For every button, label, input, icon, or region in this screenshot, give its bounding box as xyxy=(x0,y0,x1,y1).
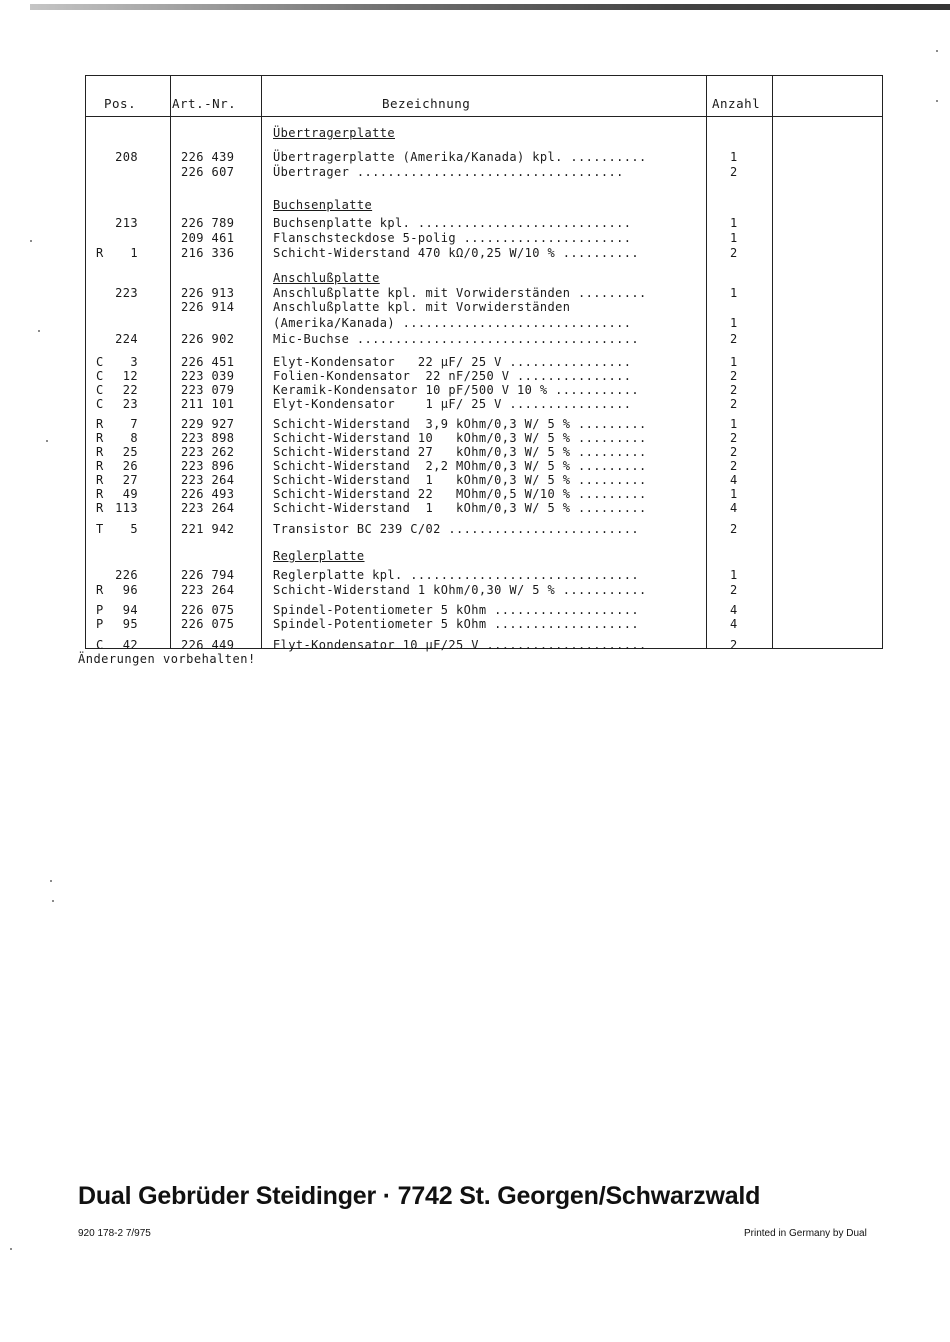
article-number: 223 262 xyxy=(181,445,235,459)
article-number: 209 461 xyxy=(181,231,235,245)
article-number: 226 439 xyxy=(181,150,235,164)
part-description: Elyt-Kondensator 1 µF/ 25 V ................ xyxy=(273,397,632,411)
article-number: 223 264 xyxy=(181,583,235,597)
pos-number: 26 xyxy=(122,459,138,473)
document-number: 920 178-2 7/975 xyxy=(78,1228,151,1239)
pos-number: 1 xyxy=(130,246,138,260)
scan-speck xyxy=(46,440,48,442)
part-description: Schicht-Widerstand 10 kOhm/0,3 W/ 5 % ......... xyxy=(273,431,647,445)
pos-number: 27 xyxy=(122,473,138,487)
quantity: 2 xyxy=(730,459,738,473)
quantity: 2 xyxy=(730,445,738,459)
pos-prefix: C xyxy=(96,383,104,397)
header-pos: Pos. xyxy=(104,96,137,111)
header-bezeichnung: Bezeichnung xyxy=(382,96,471,111)
part-description: Buchsenplatte kpl. ............................ xyxy=(273,216,632,230)
article-number: 226 902 xyxy=(181,332,235,346)
pos-number: 23 xyxy=(122,397,138,411)
column-divider xyxy=(706,76,707,648)
pos-prefix: C xyxy=(96,397,104,411)
article-number: 226 493 xyxy=(181,487,235,501)
header-art-nr: Art.-Nr. xyxy=(172,96,237,111)
part-description: Schicht-Widerstand 3,9 kOhm/0,3 W/ 5 % ......... xyxy=(273,417,647,431)
quantity: 1 xyxy=(730,286,738,300)
pos-number: 213 xyxy=(115,216,138,230)
part-description: Schicht-Widerstand 1 kOhm/0,30 W/ 5 % ........... xyxy=(273,583,647,597)
article-number: 216 336 xyxy=(181,246,235,260)
pos-prefix: R xyxy=(96,487,104,501)
quantity: 1 xyxy=(730,355,738,369)
part-description: Flanschsteckdose 5-polig ...................... xyxy=(273,231,632,245)
pos-number: 223 xyxy=(115,286,138,300)
pos-number: 42 xyxy=(122,638,138,652)
pos-number: 49 xyxy=(122,487,138,501)
quantity: 4 xyxy=(730,473,738,487)
article-number: 223 264 xyxy=(181,501,235,515)
pos-number: 25 xyxy=(122,445,138,459)
article-number: 221 942 xyxy=(181,522,235,536)
quantity: 2 xyxy=(730,638,738,652)
column-divider xyxy=(170,76,171,648)
pos-number: 95 xyxy=(122,617,138,631)
pos-number: 226 xyxy=(115,568,138,582)
part-description: Transistor BC 239 C/02 ......................... xyxy=(273,522,639,536)
quantity: 4 xyxy=(730,501,738,515)
quantity: 2 xyxy=(730,369,738,383)
article-number: 226 451 xyxy=(181,355,235,369)
parts-table xyxy=(85,75,883,652)
part-description: Reglerplatte kpl. .............................. xyxy=(273,568,639,582)
part-description: (Amerika/Kanada) .............................. xyxy=(273,316,632,330)
article-number: 223 039 xyxy=(181,369,235,383)
pos-prefix: R xyxy=(96,473,104,487)
quantity: 1 xyxy=(730,316,738,330)
quantity: 1 xyxy=(730,487,738,501)
quantity: 2 xyxy=(730,246,738,260)
header-anzahl: Anzahl xyxy=(712,96,761,111)
quantity: 1 xyxy=(730,568,738,582)
quantity: 2 xyxy=(730,397,738,411)
quantity: 1 xyxy=(730,417,738,431)
pos-number: 22 xyxy=(122,383,138,397)
scan-speck xyxy=(936,100,938,102)
quantity: 2 xyxy=(730,332,738,346)
pos-prefix: R xyxy=(96,417,104,431)
pos-prefix: C xyxy=(96,638,104,652)
pos-number: 8 xyxy=(130,431,138,445)
quantity: 1 xyxy=(730,150,738,164)
pos-prefix: R xyxy=(96,583,104,597)
article-number: 226 075 xyxy=(181,603,235,617)
scan-speck xyxy=(30,240,32,242)
pos-number: 224 xyxy=(115,332,138,346)
article-number: 226 794 xyxy=(181,568,235,582)
quantity: 2 xyxy=(730,583,738,597)
part-description: Schicht-Widerstand 1 kOhm/0,3 W/ 5 % ......... xyxy=(273,473,647,487)
part-description: Mic-Buchse ..................................... xyxy=(273,332,639,346)
article-number: 229 927 xyxy=(181,417,235,431)
pos-number: 96 xyxy=(122,583,138,597)
printed-in: Printed in Germany by Dual xyxy=(744,1228,867,1239)
changes-note: Änderungen vorbehalten! xyxy=(78,652,256,666)
pos-prefix: R xyxy=(96,246,104,260)
quantity: 1 xyxy=(730,231,738,245)
group-title: Buchsenplatte xyxy=(273,198,373,212)
pos-prefix: C xyxy=(96,355,104,369)
pos-number: 7 xyxy=(130,417,138,431)
part-description: Spindel-Potentiometer 5 kOhm ................... xyxy=(273,617,639,631)
article-number: 211 101 xyxy=(181,397,235,411)
part-description: Übertrager ................................... xyxy=(273,165,624,179)
pos-number: 208 xyxy=(115,150,138,164)
column-divider xyxy=(772,76,773,648)
part-description: Schicht-Widerstand 470 kΩ/0,25 W/10 % .......... xyxy=(273,246,639,260)
scan-speck xyxy=(52,900,54,902)
scan-edge-bar xyxy=(30,4,950,10)
pos-number: 94 xyxy=(122,603,138,617)
article-number: 223 896 xyxy=(181,459,235,473)
part-description: Schicht-Widerstand 27 kOhm/0,3 W/ 5 % ......... xyxy=(273,445,647,459)
quantity: 1 xyxy=(730,216,738,230)
quantity: 2 xyxy=(730,383,738,397)
scan-speck xyxy=(38,330,40,332)
part-description: Elyt-Kondensator 10 µF/25 V ..................... xyxy=(273,638,647,652)
part-description: Folien-Kondensator 22 nF/250 V ............... xyxy=(273,369,632,383)
article-number: 226 075 xyxy=(181,617,235,631)
part-description: Elyt-Kondensator 22 µF/ 25 V ................ xyxy=(273,355,632,369)
company-name: Dual Gebrüder Steidinger · 7742 St. Georgen/Schwarzwald xyxy=(78,1182,761,1210)
pos-number: 5 xyxy=(130,522,138,536)
pos-prefix: R xyxy=(96,459,104,473)
pos-prefix: R xyxy=(96,445,104,459)
part-description: Spindel-Potentiometer 5 kOhm ................... xyxy=(273,603,639,617)
article-number: 223 079 xyxy=(181,383,235,397)
pos-number: 3 xyxy=(130,355,138,369)
group-title: Reglerplatte xyxy=(273,549,365,563)
pos-prefix: R xyxy=(96,501,104,515)
pos-prefix: C xyxy=(96,369,104,383)
article-number: 226 913 xyxy=(181,286,235,300)
article-number: 226 914 xyxy=(181,300,235,314)
part-description: Keramik-Kondensator 10 pF/500 V 10 % ........... xyxy=(273,383,639,397)
article-number: 226 789 xyxy=(181,216,235,230)
scan-speck xyxy=(936,50,938,52)
article-number: 226 449 xyxy=(181,638,235,652)
part-description: Anschlußplatte kpl. mit Vorwiderständen xyxy=(273,300,571,314)
quantity: 4 xyxy=(730,617,738,631)
pos-prefix: T xyxy=(96,522,104,536)
group-title: Anschlußplatte xyxy=(273,271,380,285)
scan-speck xyxy=(10,1248,12,1250)
part-description: Schicht-Widerstand 2,2 MOhm/0,3 W/ 5 % ......... xyxy=(273,459,647,473)
pos-prefix: P xyxy=(96,603,104,617)
part-description: Übertragerplatte (Amerika/Kanada) kpl. .......... xyxy=(273,150,647,164)
pos-number: 113 xyxy=(115,501,138,515)
quantity: 4 xyxy=(730,603,738,617)
group-title: Übertragerplatte xyxy=(273,126,395,140)
article-number: 226 607 xyxy=(181,165,235,179)
scan-speck xyxy=(50,880,52,882)
part-description: Schicht-Widerstand 22 MOhm/0,5 W/10 % ......... xyxy=(273,487,647,501)
quantity: 2 xyxy=(730,431,738,445)
pos-prefix: P xyxy=(96,617,104,631)
part-description: Anschlußplatte kpl. mit Vorwiderständen ......... xyxy=(273,286,647,300)
quantity: 2 xyxy=(730,522,738,536)
header-divider xyxy=(86,116,882,117)
pos-number: 12 xyxy=(122,369,138,383)
column-divider xyxy=(261,76,262,648)
article-number: 223 898 xyxy=(181,431,235,445)
part-description: Schicht-Widerstand 1 kOhm/0,3 W/ 5 % ......... xyxy=(273,501,647,515)
article-number: 223 264 xyxy=(181,473,235,487)
quantity: 2 xyxy=(730,165,738,179)
pos-prefix: R xyxy=(96,431,104,445)
